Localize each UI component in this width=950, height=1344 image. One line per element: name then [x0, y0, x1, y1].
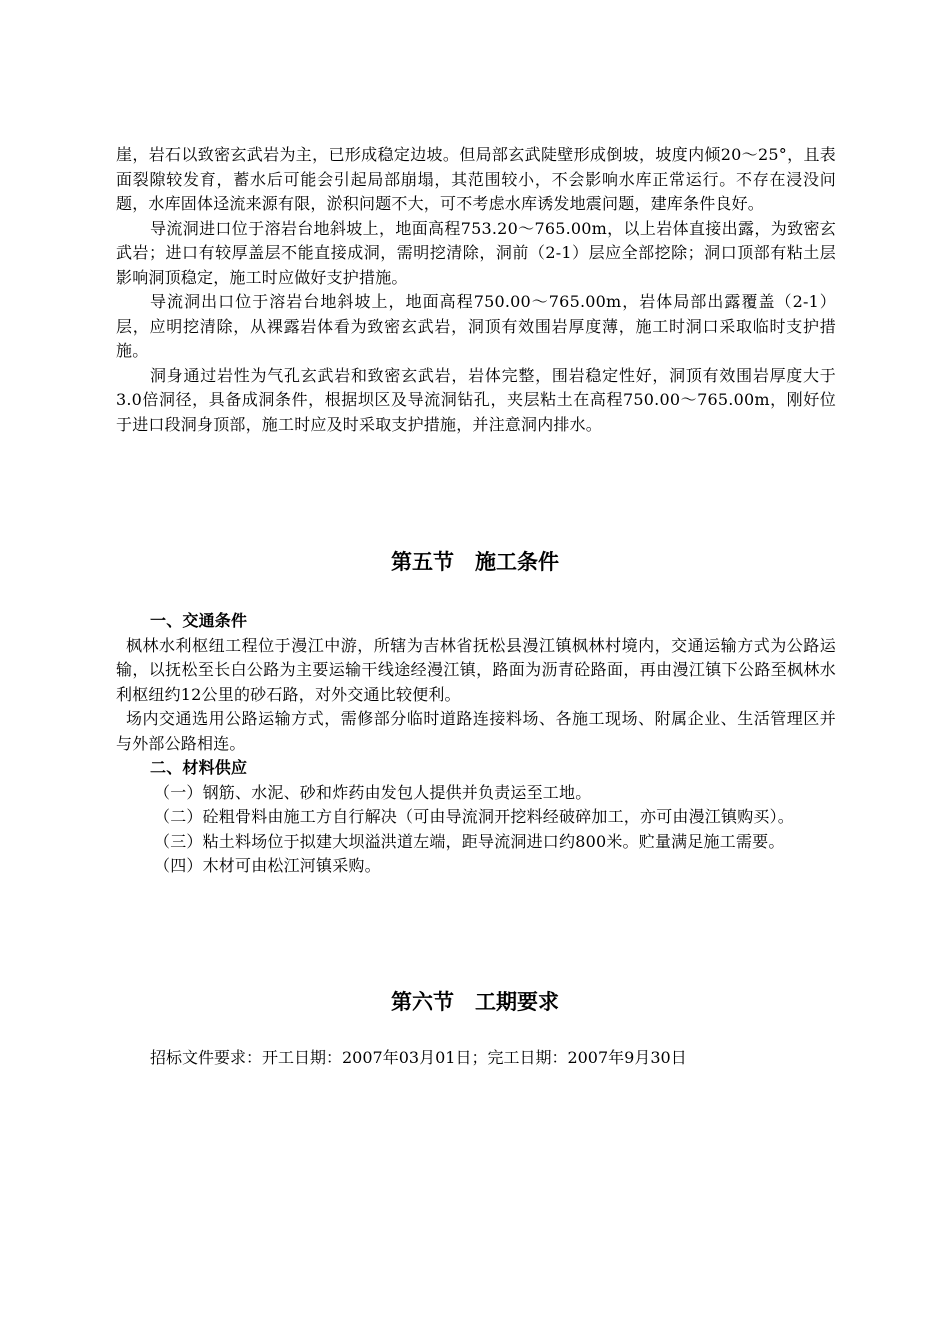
paragraph-reservoir-conditions: 崖，岩石以致密玄武岩为主，已形成稳定边坡。但局部玄武陡壁形成倒坡，坡度内倾20～25°，且表面裂隙较发育，蓄水后可能会引起局部崩塌，其范围较小，不会影响水库正常运行。不存在浸没问题，水库固体迳流来源有限，淤积问题不大，可不考虑水库诱发地震问题，建库条件良好。 — [116, 145, 836, 213]
materials-item: （一）钢筋、水泥、砂和炸药由发包人提供并负责运至工地。 — [154, 782, 592, 802]
paragraph-external-traffic: 枫林水利枢纽工程位于漫江中游，所辖为吉林省抚松县漫江镇枫林村境内，交通运输方式为公路运输，以抚松至长白公路为主要运输干线途经漫江镇，路面为沥青砼路面，再由漫江镇下公路至枫林水利枢纽约12公里的砂石路，对外交通比较便利。 — [116, 635, 836, 704]
materials-item: （三）粘土料场位于拟建大坝溢洪道左端，距导流洞进口约800米。贮量满足施工需要。 — [154, 831, 785, 851]
materials-item: （二）砼粗骨料由施工方自行解决（可由导流洞开挖料经破碎加工，亦可由漫江镇购买）。 — [154, 807, 795, 826]
paragraph-diversion-inlet: 导流洞进口位于溶岩台地斜坡上，地面高程753.20～765.00m，以上岩体直接出露，为致密玄武岩；进口有较厚盖层不能直接成洞，需明挖清除，洞前（2-1）层应全部挖除；洞口顶部有粘土层影响洞顶稳定，施工时应做好支护措施。 — [116, 218, 836, 287]
paragraph-site-traffic: 场内交通选用公路运输方式，需修部分临时道路连接料场、各施工现场、附属企业、生活管理区并与外部公路相连。 — [116, 709, 836, 753]
materials-heading: 二、材料供应 — [150, 758, 248, 777]
paragraph-diversion-outlet: 导流洞出口位于溶岩台地斜坡上，地面高程750.00～765.00m，岩体局部出露覆盖（2-1）层，应明挖清除，从裸露岩体看为致密玄武岩，洞顶有效围岩厚度薄，施工时洞口采取临时支护措施。 — [116, 292, 836, 360]
section-6-title: 第六节 工期要求 — [391, 990, 559, 1014]
geology-text-block — [116, 143, 836, 437]
paragraph-tunnel-body: 洞身通过岩性为气孔玄武岩和致密玄武岩，岩体完整，围岩稳定性好，洞顶有效围岩厚度大于3.0倍洞径，具备成洞条件，根据坝区及导流洞钻孔，夹层粘土在高程750.00～765.00m，刚好位于进口段洞身顶部，施工时应及时采取支护措施，并注意洞内排水。 — [116, 365, 836, 434]
construction-conditions-block — [116, 609, 836, 879]
traffic-heading: 一、交通条件 — [150, 611, 248, 630]
section-5-title: 第五节 施工条件 — [391, 550, 559, 574]
materials-item: （四）木材可由松江河镇采购。 — [154, 856, 381, 875]
schedule-requirement: 招标文件要求：开工日期：2007年03月01日；完工日期：2007年9月30日 — [150, 1048, 687, 1067]
